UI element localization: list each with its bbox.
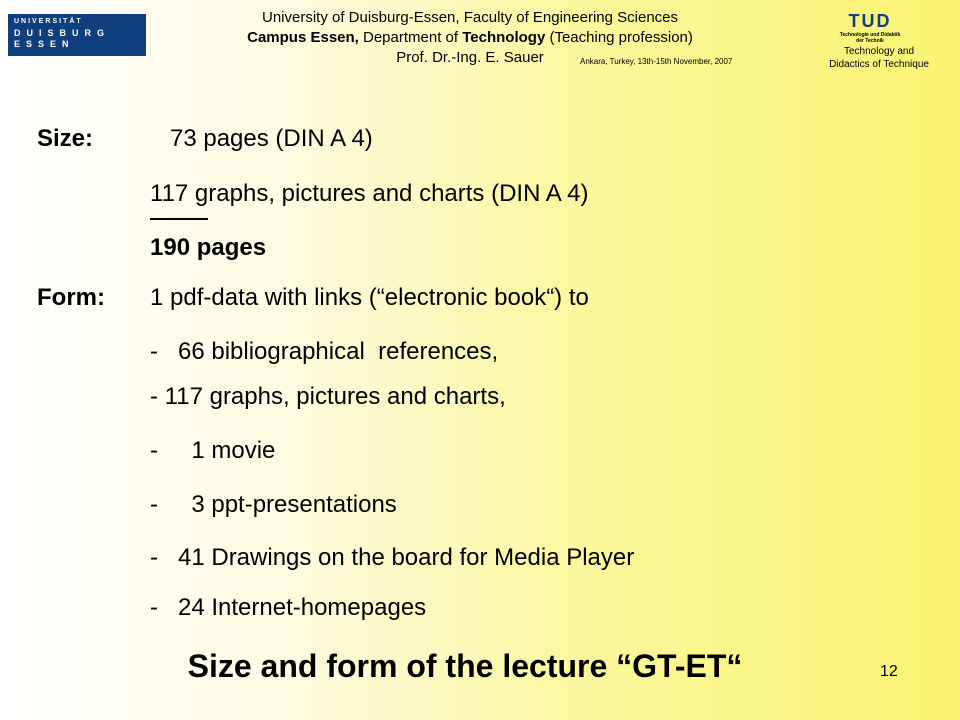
list-item: - 24 Internet-homepages bbox=[150, 594, 427, 621]
campus-text: Campus Essen, bbox=[247, 29, 359, 46]
header bbox=[150, 8, 790, 68]
list-item: - 66 bibliographical references, bbox=[150, 338, 499, 365]
logo-text-essen: ESSEN bbox=[14, 39, 75, 49]
professor-name: Prof. Dr.-Ing. E. Sauer bbox=[396, 49, 544, 66]
form-line-1: 1 pdf-data with links (“electronic book“) to bbox=[150, 284, 589, 311]
technology-text: Technology bbox=[462, 29, 546, 46]
list-item: - 117 graphs, pictures and charts, bbox=[150, 383, 506, 410]
tud-caption-line-2: Didactics of Technique bbox=[829, 59, 929, 70]
list-item: - 1 movie bbox=[150, 437, 276, 464]
size-line-1: 73 pages (DIN A 4) bbox=[170, 125, 373, 152]
header-line-2 bbox=[150, 28, 790, 48]
page-number: 12 bbox=[880, 663, 898, 680]
tud-mark: TUD bbox=[848, 11, 892, 31]
conference-note: Ankara, Turkey, 13th-15th November, 2007 bbox=[580, 57, 733, 66]
list-item: - 41 Drawings on the board for Media Player bbox=[150, 544, 635, 571]
list-item: - 3 ppt-presentations bbox=[150, 491, 397, 518]
logo-text-duisburg: DUISBURG bbox=[14, 28, 111, 38]
tud-subtitle-2: der Technik bbox=[856, 38, 884, 44]
slide-title: Size and form of the lecture “GT-ET“ bbox=[187, 648, 743, 684]
university-logo bbox=[8, 14, 146, 56]
logo-text-universitaet: UNIVERSITÄT bbox=[14, 18, 83, 25]
tud-caption bbox=[804, 45, 954, 71]
header-line-1: University of Duisburg-Essen, Faculty of Engineering Sciences bbox=[261, 9, 679, 26]
size-label: Size: bbox=[37, 125, 94, 152]
header-line-3 bbox=[150, 48, 790, 68]
size-total: 190 pages bbox=[150, 234, 267, 261]
teaching-text: (Teaching profession) bbox=[545, 29, 693, 46]
department-text: Department of bbox=[358, 29, 463, 46]
size-line-2: 117 graphs, pictures and charts (DIN A 4) bbox=[150, 180, 589, 207]
form-label: Form: bbox=[37, 284, 105, 311]
sum-underline bbox=[150, 218, 208, 220]
tud-logo bbox=[820, 12, 920, 44]
tud-caption-line-1: Technology and bbox=[843, 46, 915, 57]
tud-subtitle-1: Technologie und Didaktik bbox=[839, 32, 901, 38]
